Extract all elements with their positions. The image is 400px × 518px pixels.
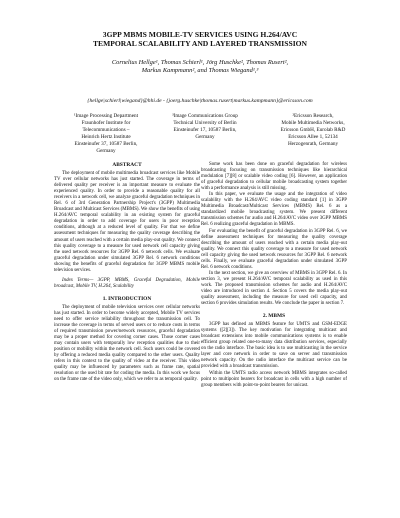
affiliation-line: Heinrich Hertz Institute [81, 133, 131, 140]
affiliation-line: Technical University of Berlin [173, 119, 237, 126]
right-column [201, 162, 347, 389]
affiliation-line: Einsteinufer 17, 10587 Berlin, [173, 126, 237, 133]
affiliation-line: ³Image Communications Group [172, 113, 238, 119]
mbms-paragraph-2: Within the UMTS radio access network MBMS integrates so-called point to multipoint bearers for broadcast in cells with a high number of group members with point-to-point bearers for unicast. [201, 370, 347, 388]
introduction-paragraph-2: Some work has been done on graceful degradation for wireless broadcasting focusing on transmission techniques like hierarchical modulation [7][8] or scalable video coding [6]. However, an application of graceful degradation to cellular mobile broadcasting system together with a performance analysis is still missing. [201, 162, 347, 192]
title-line-1: 3GPP MBMS MOBILE-TV SERVICES USING H.264/AVC [102, 30, 298, 39]
introduction-paragraph-3: In this paper, we evaluate the usage and the integration of video scalability with the H.264/AVC video coding standard [1] in 3GPP Multimedia Broadcast/Multicast Services (MBMS) Rel. 6 as a standardized mobile broadcasting system. We present different transmission schemes for audio and H.264/AVC video over 3GPP MBMS Rel. 6 realizing graceful degradation in MBMS. [201, 192, 347, 228]
index-terms: Index Terms— 3GPP, MBMS, Graceful Degradation, Mobile broadcast, Mobile TV, H.264, Scalability [54, 277, 200, 289]
author-line-2: Markus Kampmann², and Thomas Wiegand¹,³ [141, 67, 259, 75]
abstract-heading: ABSTRACT [112, 162, 142, 168]
abstract-text: The deployment of mobile multimedia broadcast services like Mobile TV over cellular networks has just started. The coverage in terms of delivered quality per receiver is an important measure to evaluate the experienced quality. In order to provide a reasonable quality for all receivers in a network cell, we analyze graceful degradation techniques in Rel. 6 of 3rd Generation Partnership Project's (3GPP) Multimedia Broadcast and Multicast Services (MBMS). We show the benefits of using H.264/AVC temporal scalability in an existing system for graceful degradation in order to add coverage for users in poor reception conditions, although at a reduced level of quality. For that we define assessment techniques for measuring the quality coverage describing the amount of users reached with a certain media play-out quality. We connect this quality coverage to a measure for used network cell capacity giving the used network resources for 3GPP Rel. 6 network cells. We evaluate graceful degradation under simulated 3GPP Rel. 6 network conditions showing the benefits of graceful degradation for 3GPP MBMS mobile television services. [54, 171, 200, 273]
introduction-text: The deployment of mobile television services over cellular networks has just started. In order to become widely accepted, Mobile TV services need to offer service reliability throughout the transmission cell. To increase the coverage in terms of served users or to reduce costs in terms of required transmission power/network resources, graceful degradation may be a proper method for covering corner cases. Those corner cases may contain users with temporally low reception qualities due to their position or mobility within the network cell. Such users could be covered by offering a reduced media quality compared to the other users. Quality refers in this context to the quality of video at the receiver. This video quality may be influenced by parameters such as frame rate, spatial resolution or the used bit rate for coding the media. In this work we focus on the frame rate of the video only, which we refer to as temporal quality. [54, 304, 200, 383]
affiliation-line: Germany [195, 133, 215, 140]
affiliation-line: ¹Image Processing Department [73, 113, 139, 119]
affiliation-line: Telecommunications – [82, 126, 130, 133]
introduction-heading: 1. INTRODUCTION [102, 295, 152, 302]
affiliation-line: Ericsson Allee 1, 52134 [288, 133, 338, 140]
affiliation-2 [150, 113, 260, 141]
left-column [54, 162, 200, 384]
introduction-paragraph-4: For evaluating the benefit of graceful degradation in 3GPP Rel. 6, we define assessment techniques for measuring the quality coverage describing the amount of users reached with a certain media play-out quality. We connect this quality coverage to a measure for used network cell capacity giving the used network resources for 3GPP Rel. 6 network cells. Finally, we evaluate graceful degradation under simulated 3GPP Rel. 6 network conditions. [201, 228, 347, 270]
affiliation-line: Mobile Multimedia Networks, [281, 119, 345, 126]
affiliation-line: Herzogenrath, Germany [287, 140, 339, 147]
title-line-2: TEMPORAL SCALABILITY AND LAYERED TRANSMISSION [92, 39, 308, 49]
affiliation-line: Einsteinufer 37, 10587 Berlin, [74, 140, 138, 147]
introduction-paragraph-5: In the next section, we give an overview of MBMS in 3GPP Rel. 6. In section 3, we present H.264/AVC temporal scalability as used in this work. The proposed transmission schemes for audio and H.264/AVC video are introduced in section 4. Section 5 covers the media play-out quality assessment, including the measure for used cell capacity, and section 6 provides simulation results. We conclude the paper in section 7. [201, 270, 347, 307]
paper-title [0, 30, 400, 48]
affiliation-3 [258, 113, 368, 148]
affiliation-line: Fraunhofer Institute for [81, 119, 131, 126]
affiliation-line: Ericsson GmbH, Eurolab R&D [280, 126, 346, 133]
affiliation-line: Germany [96, 147, 116, 154]
author-line-1: Cornelius Hellge¹, Thomas Schierl¹, Jörg Huschke², Thomas Rusert², [111, 59, 289, 66]
author-list [0, 59, 400, 76]
mbms-paragraph-1: 3GPP has defined an MBMS feature for UMTS and GSM-EDGE systems ([2][3]). The key motivation for integrating multicast and broadcast extensions into mobile communications systems is to enable efficient group related one-to-many data distribution services, especially on the radio interface. The basic idea is to use multicasting in the service layer and core network in order to save on server and transmission network capacity. On the radio interface the multicast service can be provided with a broadcast transmission. [201, 322, 347, 370]
affiliation-1 [56, 113, 156, 154]
author-emails: {hellge|schierl|wiegand}@hhi.de - {joerg.huschke|thomas.rusert|markus.kampmann}@ericsson.com [87, 98, 313, 104]
mbms-heading: 2. MBMS [262, 313, 286, 320]
affiliation-line: ²Ericsson Research, [292, 113, 334, 119]
